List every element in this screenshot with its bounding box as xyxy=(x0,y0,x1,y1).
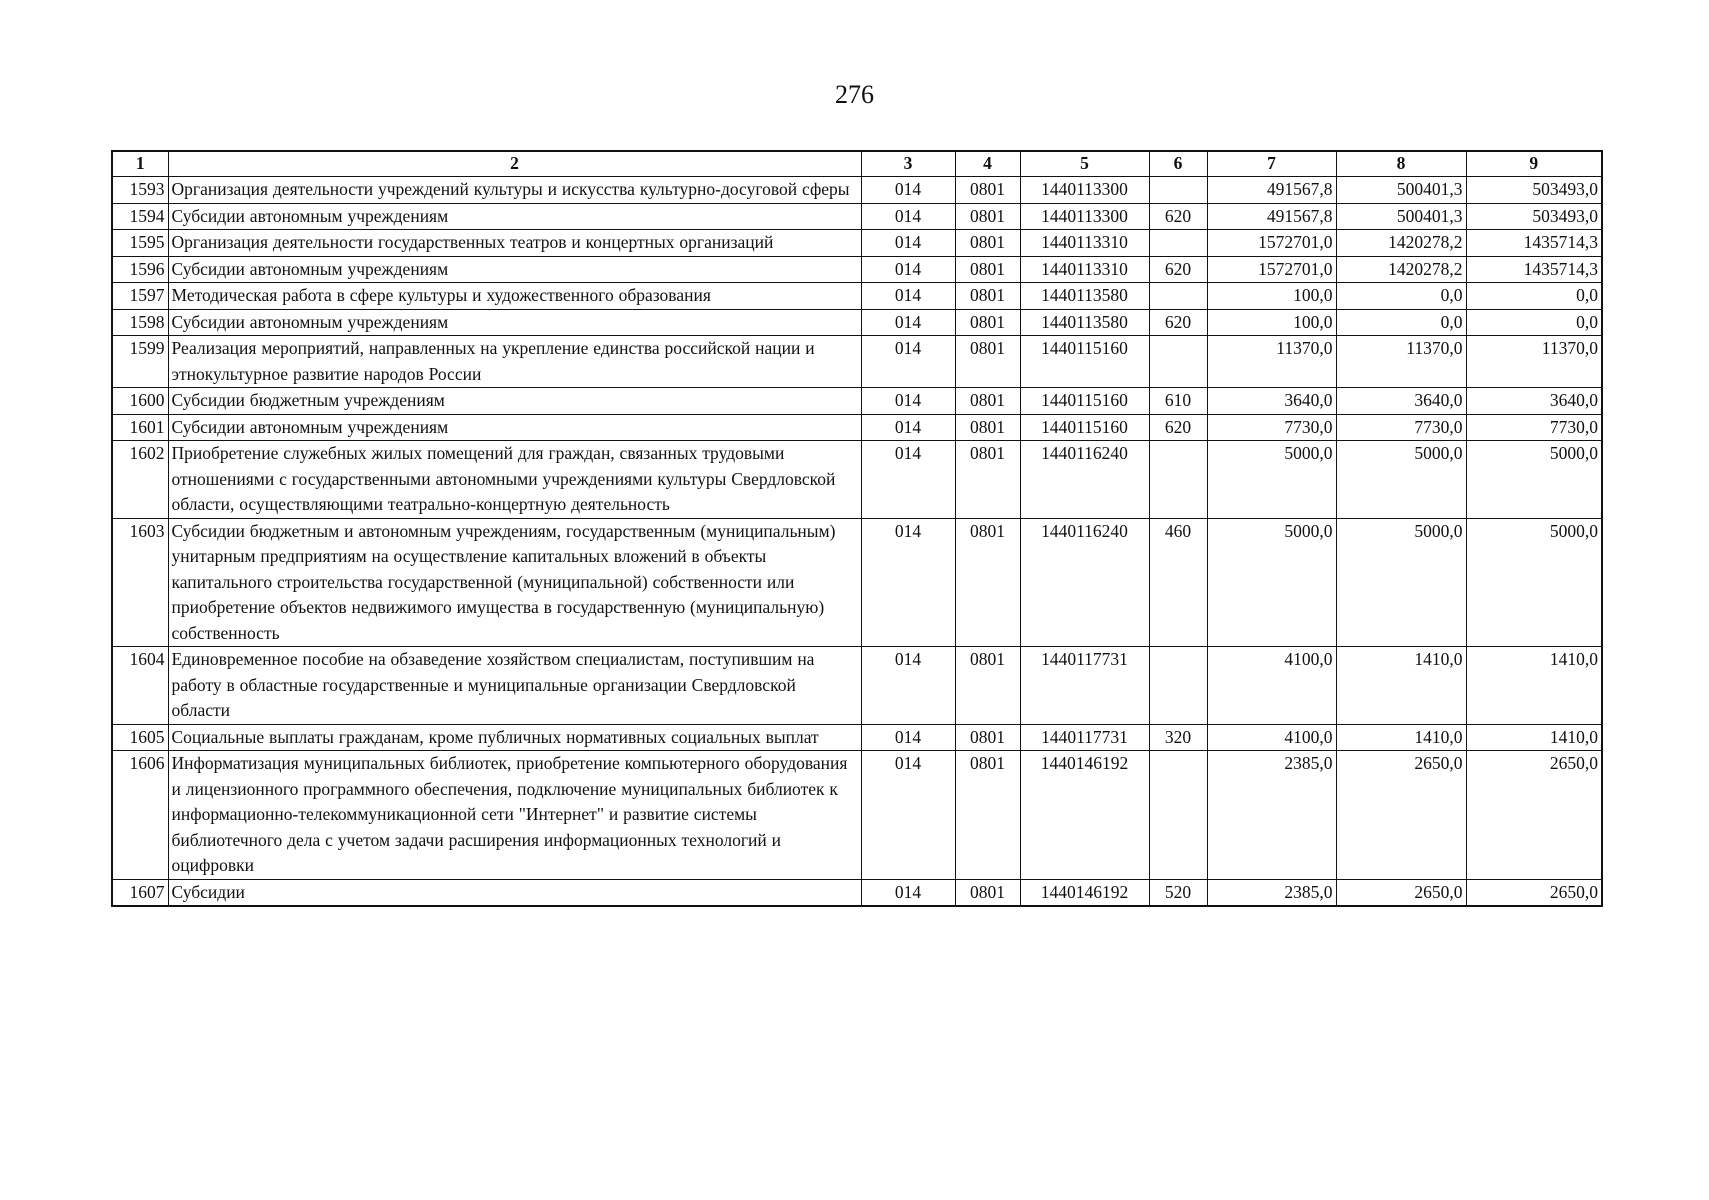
amount-col8-cell: 5000,0 xyxy=(1336,518,1466,647)
table-row xyxy=(112,336,1602,388)
column-header: 9 xyxy=(1466,151,1602,177)
table-row xyxy=(112,177,1602,204)
expense-type-cell xyxy=(1149,336,1207,388)
section-code-cell: 0801 xyxy=(955,230,1020,257)
amount-col8-cell: 3640,0 xyxy=(1336,388,1466,415)
target-article-cell: 1440113300 xyxy=(1020,177,1149,204)
section-code-cell: 0801 xyxy=(955,647,1020,725)
amount-col9-cell: 1435714,3 xyxy=(1466,230,1602,257)
table-body xyxy=(112,177,1602,907)
expense-type-cell xyxy=(1149,441,1207,519)
amount-col8-cell: 1420278,2 xyxy=(1336,230,1466,257)
target-article-cell: 1440113300 xyxy=(1020,203,1149,230)
row-number-cell: 1597 xyxy=(112,283,168,310)
row-description-cell: Субсидии автономным учреждениям xyxy=(168,414,861,441)
ministry-code-cell: 014 xyxy=(861,203,955,230)
amount-col8-cell: 2650,0 xyxy=(1336,751,1466,880)
row-number-cell: 1603 xyxy=(112,518,168,647)
column-header: 2 xyxy=(168,151,861,177)
section-code-cell: 0801 xyxy=(955,414,1020,441)
row-description-cell: Субсидии бюджетным и автономным учреждениям, государственным (муниципальным) унитарным предприятиям на осуществление капитальных вложений в объекты капитального строительства государственной (муниципальной) собственности или приобретение объектов недвижимого имущества в государственную (муниципальную) собственность xyxy=(168,518,861,647)
row-number-cell: 1599 xyxy=(112,336,168,388)
section-code-cell: 0801 xyxy=(955,336,1020,388)
ministry-code-cell: 014 xyxy=(861,283,955,310)
expense-type-cell: 610 xyxy=(1149,388,1207,415)
target-article-cell: 1440115160 xyxy=(1020,336,1149,388)
target-article-cell: 1440115160 xyxy=(1020,388,1149,415)
amount-col9-cell: 1410,0 xyxy=(1466,647,1602,725)
target-article-cell: 1440116240 xyxy=(1020,441,1149,519)
table-header-row xyxy=(112,151,1602,177)
page-number: 276 xyxy=(835,80,874,109)
amount-col9-cell: 7730,0 xyxy=(1466,414,1602,441)
ministry-code-cell: 014 xyxy=(861,751,955,880)
row-number-cell: 1601 xyxy=(112,414,168,441)
target-article-cell: 1440113310 xyxy=(1020,230,1149,257)
table-row xyxy=(112,647,1602,725)
target-article-cell: 1440146192 xyxy=(1020,751,1149,880)
section-code-cell: 0801 xyxy=(955,518,1020,647)
ministry-code-cell: 014 xyxy=(861,414,955,441)
expense-type-cell: 520 xyxy=(1149,879,1207,906)
target-article-cell: 1440113580 xyxy=(1020,309,1149,336)
section-code-cell: 0801 xyxy=(955,283,1020,310)
ministry-code-cell: 014 xyxy=(861,230,955,257)
amount-col9-cell: 3640,0 xyxy=(1466,388,1602,415)
table-row xyxy=(112,751,1602,880)
table-row xyxy=(112,724,1602,751)
target-article-cell: 1440146192 xyxy=(1020,879,1149,906)
row-number-cell: 1593 xyxy=(112,177,168,204)
amount-col7-cell: 2385,0 xyxy=(1207,751,1336,880)
expense-type-cell xyxy=(1149,647,1207,725)
table-row xyxy=(112,230,1602,257)
table-row xyxy=(112,283,1602,310)
amount-col9-cell: 1410,0 xyxy=(1466,724,1602,751)
ministry-code-cell: 014 xyxy=(861,388,955,415)
row-number-cell: 1595 xyxy=(112,230,168,257)
section-code-cell: 0801 xyxy=(955,388,1020,415)
amount-col9-cell: 503493,0 xyxy=(1466,203,1602,230)
section-code-cell: 0801 xyxy=(955,879,1020,906)
amount-col8-cell: 5000,0 xyxy=(1336,441,1466,519)
amount-col8-cell: 0,0 xyxy=(1336,309,1466,336)
row-number-cell: 1600 xyxy=(112,388,168,415)
amount-col9-cell: 5000,0 xyxy=(1466,518,1602,647)
row-description-cell: Организация деятельности государственных театров и концертных организаций xyxy=(168,230,861,257)
amount-col8-cell: 2650,0 xyxy=(1336,879,1466,906)
amount-col8-cell: 1420278,2 xyxy=(1336,256,1466,283)
budget-table xyxy=(111,150,1603,907)
section-code-cell: 0801 xyxy=(955,751,1020,880)
amount-col7-cell: 3640,0 xyxy=(1207,388,1336,415)
amount-col9-cell: 2650,0 xyxy=(1466,751,1602,880)
target-article-cell: 1440115160 xyxy=(1020,414,1149,441)
expense-type-cell: 620 xyxy=(1149,414,1207,441)
table-row xyxy=(112,203,1602,230)
row-description-cell: Методическая работа в сфере культуры и художественного образования xyxy=(168,283,861,310)
row-number-cell: 1594 xyxy=(112,203,168,230)
row-description-cell: Субсидии автономным учреждениям xyxy=(168,203,861,230)
amount-col9-cell: 11370,0 xyxy=(1466,336,1602,388)
section-code-cell: 0801 xyxy=(955,724,1020,751)
amount-col7-cell: 1572701,0 xyxy=(1207,256,1336,283)
row-description-cell: Организация деятельности учреждений культуры и искусства культурно-досуговой сферы xyxy=(168,177,861,204)
section-code-cell: 0801 xyxy=(955,203,1020,230)
ministry-code-cell: 014 xyxy=(861,309,955,336)
row-number-cell: 1606 xyxy=(112,751,168,880)
expense-type-cell xyxy=(1149,283,1207,310)
column-header: 8 xyxy=(1336,151,1466,177)
ministry-code-cell: 014 xyxy=(861,879,955,906)
row-number-cell: 1604 xyxy=(112,647,168,725)
expense-type-cell: 460 xyxy=(1149,518,1207,647)
row-description-cell: Субсидии автономным учреждениям xyxy=(168,256,861,283)
amount-col9-cell: 0,0 xyxy=(1466,283,1602,310)
amount-col7-cell: 491567,8 xyxy=(1207,177,1336,204)
amount-col7-cell: 100,0 xyxy=(1207,283,1336,310)
expense-type-cell: 320 xyxy=(1149,724,1207,751)
section-code-cell: 0801 xyxy=(955,441,1020,519)
table-row xyxy=(112,518,1602,647)
table-row xyxy=(112,441,1602,519)
amount-col7-cell: 5000,0 xyxy=(1207,441,1336,519)
ministry-code-cell: 014 xyxy=(861,724,955,751)
ministry-code-cell: 014 xyxy=(861,336,955,388)
row-description-cell: Реализация мероприятий, направленных на укрепление единства российской нации и этнокультурное развитие народов России xyxy=(168,336,861,388)
expense-type-cell xyxy=(1149,177,1207,204)
amount-col8-cell: 1410,0 xyxy=(1336,647,1466,725)
amount-col8-cell: 7730,0 xyxy=(1336,414,1466,441)
column-header: 6 xyxy=(1149,151,1207,177)
amount-col8-cell: 500401,3 xyxy=(1336,203,1466,230)
expense-type-cell: 620 xyxy=(1149,203,1207,230)
column-header: 4 xyxy=(955,151,1020,177)
target-article-cell: 1440113310 xyxy=(1020,256,1149,283)
amount-col9-cell: 2650,0 xyxy=(1466,879,1602,906)
ministry-code-cell: 014 xyxy=(861,441,955,519)
row-description-cell: Субсидии бюджетным учреждениям xyxy=(168,388,861,415)
table-row xyxy=(112,414,1602,441)
expense-type-cell xyxy=(1149,751,1207,880)
amount-col9-cell: 1435714,3 xyxy=(1466,256,1602,283)
amount-col9-cell: 5000,0 xyxy=(1466,441,1602,519)
amount-col7-cell: 491567,8 xyxy=(1207,203,1336,230)
row-description-cell: Приобретение служебных жилых помещений для граждан, связанных трудовыми отношениями с государственными автономными учреждениями культуры Свердловской области, осуществляющими театрально-концертную деятельность xyxy=(168,441,861,519)
target-article-cell: 1440117731 xyxy=(1020,647,1149,725)
ministry-code-cell: 014 xyxy=(861,518,955,647)
row-number-cell: 1596 xyxy=(112,256,168,283)
expense-type-cell: 620 xyxy=(1149,309,1207,336)
column-header: 5 xyxy=(1020,151,1149,177)
column-header: 3 xyxy=(861,151,955,177)
table-row xyxy=(112,256,1602,283)
amount-col7-cell: 7730,0 xyxy=(1207,414,1336,441)
row-description-cell: Субсидии автономным учреждениям xyxy=(168,309,861,336)
amount-col7-cell: 1572701,0 xyxy=(1207,230,1336,257)
amount-col7-cell: 4100,0 xyxy=(1207,724,1336,751)
amount-col7-cell: 4100,0 xyxy=(1207,647,1336,725)
amount-col8-cell: 500401,3 xyxy=(1336,177,1466,204)
amount-col9-cell: 0,0 xyxy=(1466,309,1602,336)
table-row xyxy=(112,879,1602,906)
row-description-cell: Единовременное пособие на обзаведение хозяйством специалистам, поступившим на работу в областные государственные и муниципальные организации Свердловской области xyxy=(168,647,861,725)
section-code-cell: 0801 xyxy=(955,177,1020,204)
row-number-cell: 1607 xyxy=(112,879,168,906)
table-row xyxy=(112,388,1602,415)
row-description-cell: Информатизация муниципальных библиотек, приобретение компьютерного оборудования и лицензионного программного обеспечения, подключение муниципальных библиотек к информационно-телекоммуникационной сети "Интернет" и развитие системы библиотечного дела с учетом задачи расширения информационных технологий и оцифровки xyxy=(168,751,861,880)
row-number-cell: 1605 xyxy=(112,724,168,751)
amount-col8-cell: 11370,0 xyxy=(1336,336,1466,388)
row-number-cell: 1598 xyxy=(112,309,168,336)
ministry-code-cell: 014 xyxy=(861,177,955,204)
amount-col9-cell: 503493,0 xyxy=(1466,177,1602,204)
amount-col7-cell: 11370,0 xyxy=(1207,336,1336,388)
section-code-cell: 0801 xyxy=(955,309,1020,336)
column-header: 7 xyxy=(1207,151,1336,177)
section-code-cell: 0801 xyxy=(955,256,1020,283)
target-article-cell: 1440113580 xyxy=(1020,283,1149,310)
amount-col7-cell: 5000,0 xyxy=(1207,518,1336,647)
row-number-cell: 1602 xyxy=(112,441,168,519)
target-article-cell: 1440116240 xyxy=(1020,518,1149,647)
column-header: 1 xyxy=(112,151,168,177)
amount-col8-cell: 1410,0 xyxy=(1336,724,1466,751)
expense-type-cell: 620 xyxy=(1149,256,1207,283)
ministry-code-cell: 014 xyxy=(861,647,955,725)
amount-col7-cell: 2385,0 xyxy=(1207,879,1336,906)
row-description-cell: Социальные выплаты гражданам, кроме публичных нормативных социальных выплат xyxy=(168,724,861,751)
row-description-cell: Субсидии xyxy=(168,879,861,906)
target-article-cell: 1440117731 xyxy=(1020,724,1149,751)
ministry-code-cell: 014 xyxy=(861,256,955,283)
amount-col7-cell: 100,0 xyxy=(1207,309,1336,336)
expense-type-cell xyxy=(1149,230,1207,257)
table-row xyxy=(112,309,1602,336)
amount-col8-cell: 0,0 xyxy=(1336,283,1466,310)
